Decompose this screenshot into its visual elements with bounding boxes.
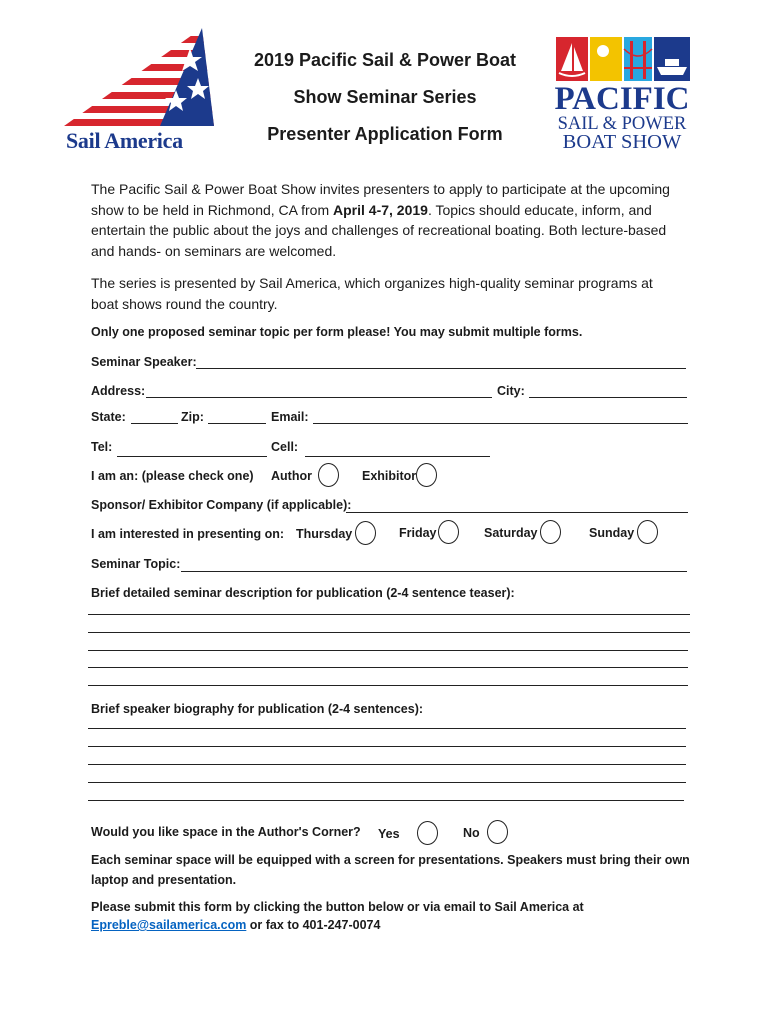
submit-instructions [91,898,691,934]
biography-line[interactable] [88,764,686,765]
biography-label: Brief speaker biography for publication (2-4 sentences): [91,702,424,716]
title-line-2: Show Seminar Series [293,87,477,107]
submit-text: Please submit this form by clicking the button below or via email to Sail America at [91,900,584,914]
cell-label: Cell: [271,440,299,454]
author-checkbox[interactable] [318,463,339,487]
intro-paragraph [91,179,681,261]
pacific-wordmark: PACIFIC [554,81,690,117]
saturday-checkbox[interactable] [540,520,561,544]
zip-label: Zip: [181,410,204,424]
tel-field[interactable] [117,456,267,457]
yes-checkbox[interactable] [417,821,438,845]
email-link[interactable]: Epreble@sailamerica.com [91,918,247,932]
speaker-field[interactable] [196,368,686,369]
thursday-label: Thursday [296,527,353,541]
title-line-3: Presenter Application Form [267,124,503,144]
fax-text: or fax to 401-247-0074 [246,918,381,932]
authors-corner-label: Would you like space in the Author's Corner? [91,825,361,839]
biography-line[interactable] [88,728,686,729]
description-label: Brief detailed seminar description for publication (2-4 sentence teaser): [91,586,515,600]
sunday-checkbox[interactable] [637,520,658,544]
no-checkbox[interactable] [487,820,508,844]
exhibitor-checkbox[interactable] [416,463,437,487]
exhibitor-option-label: Exhibitor [362,469,417,483]
friday-checkbox[interactable] [438,520,459,544]
description-line[interactable] [88,632,690,633]
sponsor-label: Sponsor/ Exhibitor Company (if applicable): [91,498,352,512]
one-topic-notice: Only one proposed seminar topic per form please! You may submit multiple forms. [91,325,583,339]
interested-label: I am interested in presenting on: [91,527,285,541]
description-line[interactable] [88,650,688,651]
biography-line[interactable] [88,782,686,783]
i-am-label: I am an: (please check one) [91,469,254,483]
biography-line[interactable] [88,746,686,747]
saturday-label: Saturday [484,526,538,540]
description-line[interactable] [88,667,688,668]
sail-america-wordmark: Sail America [66,128,183,153]
intro-text-b: . Topics should educate, inform, and entertain the public about the joys and challenges of recreational boating. Both lecture-based and hands- on seminars are welcomed. [91,201,667,259]
state-field[interactable] [131,423,178,424]
description-line[interactable] [88,614,690,615]
state-label: State: [91,410,126,424]
topic-label: Seminar Topic: [91,557,181,571]
cell-field[interactable] [305,456,490,457]
sail-power-wordmark: SAIL & POWER [557,114,687,134]
address-label: Address: [91,384,146,398]
topic-field[interactable] [181,571,687,572]
email-field[interactable] [313,423,688,424]
biography-line[interactable] [88,800,684,801]
thursday-checkbox[interactable] [355,521,376,545]
city-label: City: [497,384,525,398]
sponsor-field[interactable] [346,512,688,513]
show-dates: April 4-7, 2019 [333,201,428,218]
title-line-1: 2019 Pacific Sail & Power Boat [253,50,517,70]
presenter-paragraph: The series is presented by Sail America, which organizes high-quality seminar programs at boat shows round the country. [91,275,653,312]
tel-label: Tel: [91,440,113,454]
equipment-note: Each seminar space will be equipped with a screen for presentations. Speakers must bring their own laptop and presentation. [91,853,690,887]
yes-option-label: Yes [378,827,400,841]
speaker-label: Seminar Speaker: [91,355,197,369]
sunday-label: Sunday [589,526,635,540]
sail-america-flag-sail-icon [64,28,224,128]
email-label: Email: [271,410,309,424]
city-field[interactable] [529,397,687,398]
author-option-label: Author [271,469,312,483]
boat-show-wordmark: BOAT SHOW [562,131,682,153]
description-line[interactable] [88,685,688,686]
friday-label: Friday [399,526,437,540]
address-field[interactable] [146,397,492,398]
intro-text-a: The Pacific Sail & Power Boat Show invites presenters to apply to participate at the upcoming show to be held in Richmond, CA from [91,181,670,218]
no-option-label: No [463,826,480,840]
zip-field[interactable] [208,423,266,424]
